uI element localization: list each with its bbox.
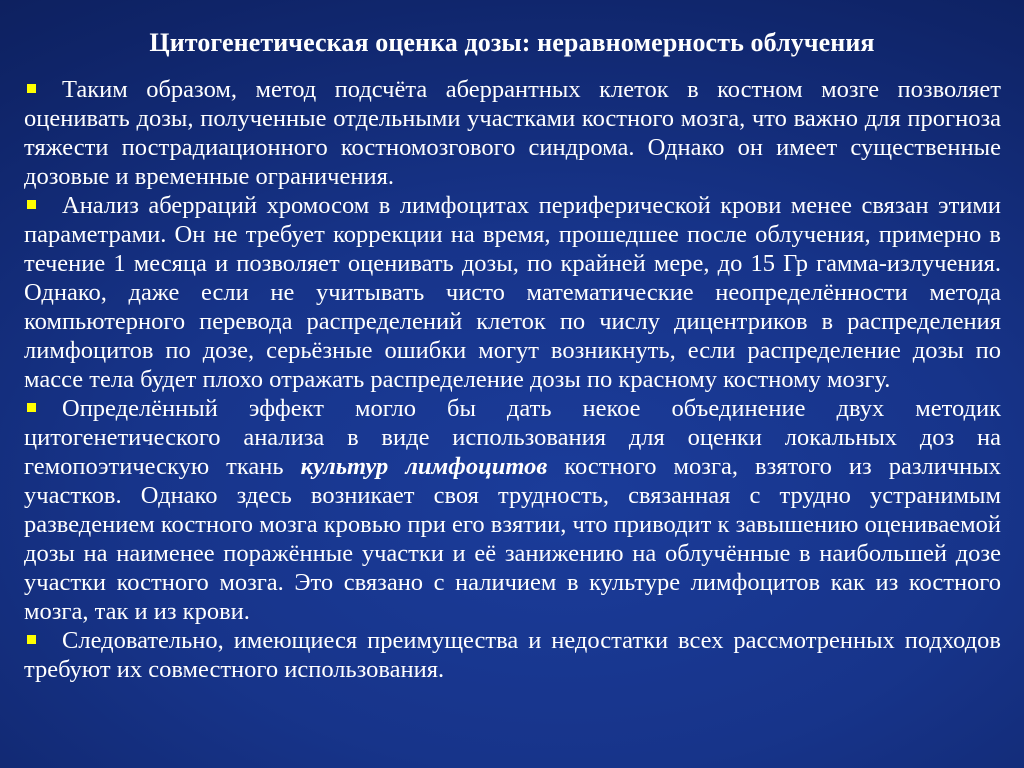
bullet-paragraph-3 — [24, 394, 1001, 626]
bullet-paragraph-1 — [24, 75, 1001, 191]
paragraph-text-start: Определённый эффект могло бы дать некое объединение двух методик цитогенетического анализа в виде использования для оценки локальных доз на гемопоэтическую ткань — [24, 395, 1001, 480]
square-bullet-icon — [27, 84, 36, 93]
bullet-paragraph-2 — [24, 191, 1001, 394]
square-bullet-icon — [27, 200, 36, 209]
emphasized-term: культур лимфоцитов — [300, 453, 548, 480]
slide-body — [24, 75, 1001, 684]
bullet-paragraph-4 — [24, 626, 1001, 684]
paragraph-text: Следовательно, имеющиеся преимущества и недостатки всех рассмотренных подходов требуют их совместного использования. — [24, 627, 1001, 683]
paragraph-text: Анализ аберраций хромосом в лимфоцитах периферической крови менее связан этими параметрами. Он не требует коррекции на время, прошедшее после облучения, примерно в течение 1 месяца и позволяет оценивать дозы, по крайней мере, до 15 Гр гамма-излучения. Однако, даже если не учитывать чисто математические неопределённости метода компьютерного перевода распределений клеток по числу дицентриков в распределения лимфоцитов по дозе, серьёзные ошибки могут возникнуть, если распределение дозы по массе тела будет плохо отражать распределение дозы по красному костному мозгу. — [24, 192, 1001, 393]
paragraph-text-end: костного мозга, взятого из различных участков. Однако здесь возникает своя трудность, связанная с трудно устранимым разведением костного мозга кровью при его взятии, что приводит к завышению оцениваемой дозы на наименее поражённые участки и её занижению на облучённые в наибольшей дозе участки костного мозга. Это связано с наличием в культуре лимфоцитов как из костного мозга, так и из крови. — [24, 453, 1002, 625]
paragraph-text: Таким образом, метод подсчёта аберрантных клеток в костном мозге позволяет оценивать дозы, полученные отдельными участками костного мозга, что важно для прогноза тяжести пострадиационного костномозгового синдрома. Однако он имеет существенные дозовые и временные ограничения. — [24, 76, 1001, 190]
slide-title: Цитогенетическая оценка дозы: неравномерность облучения — [149, 28, 875, 57]
square-bullet-icon — [27, 635, 36, 644]
square-bullet-icon — [27, 403, 36, 412]
